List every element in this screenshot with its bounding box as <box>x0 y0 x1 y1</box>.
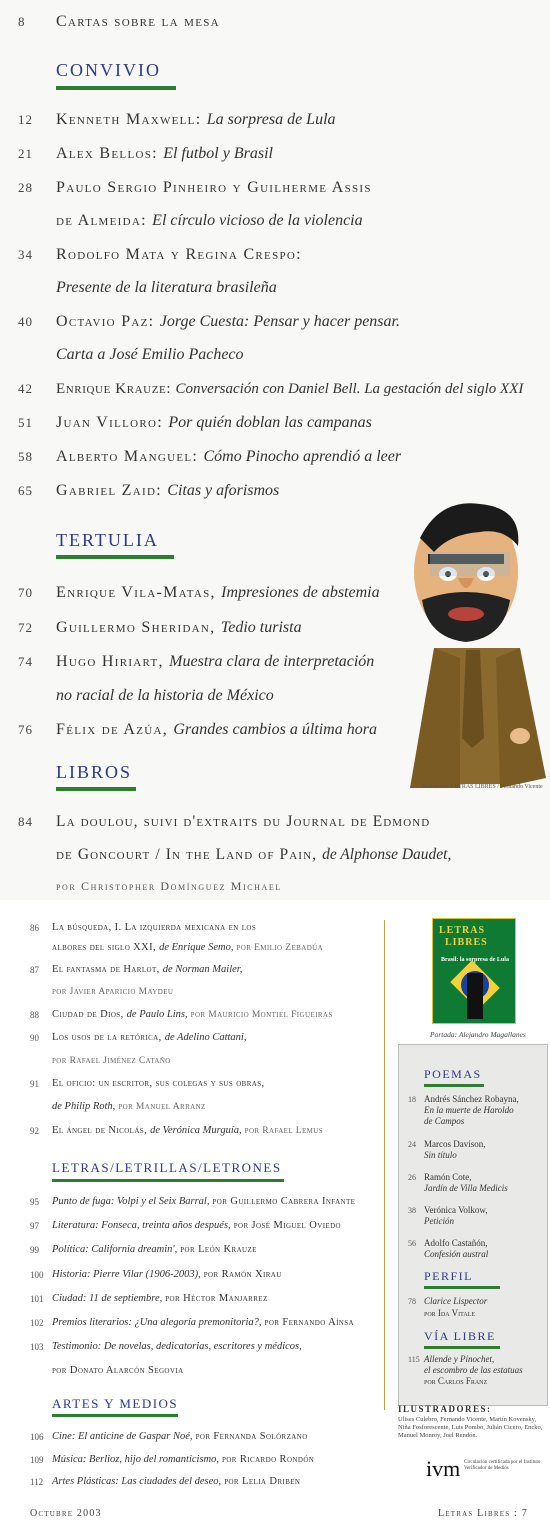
section-underline <box>52 1179 284 1182</box>
entry-byline: por Héctor Manjarrez <box>165 1293 268 1304</box>
entry-byline: por José Miguel Oviedo <box>233 1220 342 1231</box>
entry-byline: por Javier Aparicio Maydeu <box>52 987 174 997</box>
entry-author: Juan Villoro: <box>56 414 163 431</box>
page-number: 38 <box>408 1206 416 1215</box>
entry-title: Jorge Cuesta: Pensar y hacer pensar. <box>159 313 400 330</box>
entry-title: Los usos de la retórica, <box>52 1032 162 1043</box>
entry-title: El futbol y Brasil <box>163 145 273 162</box>
entry-title: Impresiones de abstemia <box>221 584 380 601</box>
entry-title: Citas y aforismos <box>167 482 280 499</box>
entry-title: Cómo Pinocho aprendió a leer <box>203 448 402 465</box>
entry-title: El ángel de Nicolás, <box>52 1125 148 1136</box>
ivm-wordmark: ivm <box>426 1456 461 1481</box>
entry-author: Octavio Paz: <box>56 313 155 330</box>
illustration-credit: Ilustración: LETRAS LIBRES / Fernando Vicente <box>422 784 543 790</box>
page-number: 12 <box>18 112 33 127</box>
entry-byline: por Manuel Arranz <box>118 1102 206 1112</box>
page-number: 72 <box>18 620 33 635</box>
entry-byline: por Donato Alarcón Segovia <box>52 1365 184 1376</box>
entry-title: Ciudad: 11 de septiembre, <box>52 1293 163 1304</box>
section-title-letras: LETRAS/LETRILLAS/LETRONES <box>52 1160 282 1175</box>
entry-title: Ciudad de Dios, <box>52 1009 124 1020</box>
entry-author: Rodolfo Mata y Regina Crespo: <box>56 246 302 263</box>
entry-byline: por Fernanda Solórzano <box>195 1431 308 1442</box>
entry-byline: por León Krauze <box>180 1244 257 1255</box>
page-number: 42 <box>18 381 33 396</box>
cover-logo-bottom: LIBRES <box>445 937 488 948</box>
column-divider <box>384 920 385 1410</box>
page-number: 102 <box>30 1318 44 1328</box>
entry-author: Félix de Azúa, <box>56 721 169 738</box>
entry-title: Premios literarios: ¿Una alegoría premonitoria?, <box>52 1317 262 1328</box>
page-number: 91 <box>30 1079 39 1089</box>
page-number: 92 <box>30 1126 39 1136</box>
poem-title-line: Sin título <box>424 1150 457 1160</box>
page-number: 90 <box>30 1033 39 1043</box>
entry-title: Grandes cambios a última hora <box>173 721 377 738</box>
entry-title: Por quién doblan las campanas <box>168 414 372 431</box>
section-underline <box>424 1084 484 1087</box>
entry-author: Alberto Manguel: <box>56 448 199 465</box>
poem-author: Marcos Davison, <box>424 1139 486 1149</box>
entry-author: Gabriel Zaid: <box>56 482 162 499</box>
section-underline <box>424 1286 500 1289</box>
page-number: 34 <box>18 247 33 262</box>
entry-author: Paulo Sergio Pinheiro y Guilherme Assis <box>56 179 372 196</box>
page-number: 28 <box>18 180 33 195</box>
section-underline <box>56 555 174 559</box>
header-title: Cartas sobre la mesa <box>56 13 220 30</box>
illustrators-heading: ILUSTRADORES: <box>398 1404 492 1414</box>
page-number: 24 <box>408 1140 416 1149</box>
entry-title: Cine: El anticine de Gaspar Noé, <box>52 1431 193 1442</box>
ivm-logo <box>426 1456 546 1482</box>
via-libre-title: Allende y Pinochet, <box>424 1354 495 1364</box>
section-title-convivio: CONVIVIO <box>56 60 161 80</box>
cover-headline: Brasil: la sorpresa de Lula <box>441 957 509 963</box>
entry-author: La doulou, suivi d'extraits du Journal de Edmond <box>56 813 431 830</box>
page-number: 103 <box>30 1342 44 1352</box>
section-title-artes: ARTES Y MEDIOS <box>52 1396 179 1411</box>
via-libre-title-line: el escombro de las estatuas <box>424 1365 523 1375</box>
entry-title: La búsqueda, I. La izquierda mexicana en los <box>52 922 257 933</box>
page-number: 99 <box>30 1245 39 1255</box>
page-number: 74 <box>18 654 33 669</box>
poem-author: Andrés Sánchez Robayna, <box>424 1094 519 1104</box>
page-number: 86 <box>30 923 39 933</box>
entry-title: Política: California dreamin', <box>52 1244 178 1255</box>
illustrators-list: Ulises Culebro, Fernando Vicente, Martín Kovensky, Niña Fosforescente, Luis Pombo, Julián Cicero, Encko, Manuel Monroy, Joel Rendón. <box>398 1416 543 1439</box>
entry-byline: por Ricardo Rondón <box>222 1454 315 1465</box>
page-number: 84 <box>18 814 33 829</box>
entry-title: de Alphonse Daudet, <box>322 846 452 863</box>
section-underline <box>56 86 176 90</box>
entry-author: Enrique Krauze: <box>56 381 172 397</box>
page-number: 65 <box>18 483 33 498</box>
page-number: 21 <box>18 146 33 161</box>
page-number: 88 <box>30 1010 39 1020</box>
section-title-poemas: POEMAS <box>424 1067 482 1081</box>
entry-author: Alex Bellos: <box>56 145 158 162</box>
section-title-perfil: PERFIL <box>424 1269 474 1283</box>
entry-byline: por Rafael Jiménez Cataño <box>52 1056 171 1066</box>
page-number: 115 <box>408 1355 420 1364</box>
entry-title: albores del siglo XXI, <box>52 942 157 953</box>
entry-author: Guillermo Sheridan, <box>56 619 216 636</box>
entry-author: de Paulo Lins, <box>126 1009 188 1020</box>
entry-title: Presente de la literatura brasileña <box>56 279 277 296</box>
entry-author: de Norman Mailer, <box>162 964 243 975</box>
entry-title: El círculo vicioso de la violencia <box>152 212 363 229</box>
page-number: 8 <box>18 14 26 29</box>
page-number: 109 <box>30 1455 44 1465</box>
page-number: 87 <box>30 965 39 975</box>
cover-figure <box>467 973 483 1019</box>
entry-author: Hugo Hiriart, <box>56 653 164 670</box>
entry-byline: por Lelia Driben <box>224 1476 301 1487</box>
page-number: 26 <box>408 1173 416 1182</box>
page-number: 100 <box>30 1270 44 1280</box>
page-number: 58 <box>18 449 33 464</box>
entry-title: Música: Berlioz, hijo del romanticismo, <box>52 1454 220 1465</box>
page-number: 97 <box>30 1221 39 1231</box>
poem-author: Adolfo Castañón, <box>424 1238 488 1248</box>
footer-date: Octubre 2003 <box>30 1508 102 1519</box>
entry-title: Conversación con Daniel Bell. La gestación del siglo XXI <box>175 381 524 397</box>
entry-byline: por Fernando Aínsa <box>264 1317 355 1328</box>
page-number: 70 <box>18 585 33 600</box>
section-title-libros: LIBROS <box>56 762 133 782</box>
entry-title: Artes Plásticas: Las ciudades del deseo, <box>52 1476 222 1487</box>
entry-author: de Adelino Cattani, <box>164 1032 247 1043</box>
poem-title-line: Petición <box>424 1216 454 1226</box>
entry-author: de Enrique Semo, <box>159 942 234 953</box>
page-number: 18 <box>408 1095 416 1104</box>
page-number: 56 <box>408 1239 416 1248</box>
entry-title: Historia: Pierre Vilar (1906-2003), <box>52 1269 201 1280</box>
entry-title: Literatura: Fonseca, treinta años después, <box>52 1220 231 1231</box>
entry-author: de Verónica Murguía, <box>150 1125 242 1136</box>
profile-title: Clarice Lispector <box>424 1296 488 1306</box>
page-number: 101 <box>30 1294 44 1304</box>
page-number: 40 <box>18 314 33 329</box>
poem-title-line: En la muerte de Haroldo <box>424 1105 514 1115</box>
entry-author: de Goncourt / In the Land of Pain, <box>56 846 318 863</box>
poem-author: Ramón Cote, <box>424 1172 472 1182</box>
entry-title: Carta a José Emilio Pacheco <box>56 346 244 363</box>
section-underline <box>424 1346 500 1349</box>
entry-byline: por Ramón Xirau <box>203 1269 282 1280</box>
entry-author: Enrique Vila-Matas, <box>56 584 216 601</box>
poem-title-line: de Campos <box>424 1116 465 1126</box>
footer-page: Letras Libres : 7 <box>438 1508 528 1519</box>
entry-byline: por Mauricio Montiel Figueiras <box>190 1010 333 1020</box>
entry-title: Testimonio: De novelas, dedicatorias, escritores y médicos, <box>52 1341 302 1352</box>
cover-logo-top: LETRAS <box>439 925 486 936</box>
entry-byline: por Rafael Lemus <box>244 1126 324 1136</box>
page-number: 76 <box>18 722 33 737</box>
entry-author: de Almeida: <box>56 212 147 229</box>
entry-author: de Philip Roth, <box>52 1101 116 1112</box>
section-underline <box>52 1414 178 1417</box>
entry-title: El fantasma de Harlot, <box>52 964 160 975</box>
entry-title: Punto de fuga: Volpi y el Seix Barral, <box>52 1196 210 1207</box>
profile-byline-text: por Ida Vitale <box>424 1308 476 1318</box>
section-title-tertulia: TERTULIA <box>56 530 159 550</box>
entry-author: Kenneth Maxwell: <box>56 111 202 128</box>
page-number: 95 <box>30 1197 39 1207</box>
via-libre-byline-text: por Carlos Franz <box>424 1376 488 1386</box>
cover-thumbnail[interactable] <box>432 918 516 1024</box>
entry-byline: por Emilio Zebadúa <box>236 943 324 953</box>
entry-title: La sorpresa de Lula <box>206 111 336 128</box>
poem-title-line: Confesión austral <box>424 1249 489 1259</box>
section-underline <box>56 787 136 791</box>
section-title-via-libre: VÍA LIBRE <box>424 1329 496 1343</box>
entry-byline: por Guillermo Cabrera Infante <box>212 1196 356 1207</box>
entry-title: El oficio: un escritor, sus colegas y sus obras, <box>52 1078 265 1089</box>
entry-title: Muestra clara de interpretación <box>169 653 375 670</box>
entry-byline: por Christopher Domínguez Michael <box>56 879 282 893</box>
cover-caption: Portada: Alejandro Magallanes <box>430 1030 526 1039</box>
entry-title: Tedio turista <box>220 619 302 636</box>
page-number: 112 <box>30 1477 44 1487</box>
page-number: 106 <box>30 1432 44 1442</box>
caricature-illustration <box>400 498 548 788</box>
poem-author: Verónica Volkow, <box>424 1205 488 1215</box>
poem-title-line: Jardín de Villa Medicis <box>424 1183 508 1193</box>
ivm-caption: Circulación certificada por el Instituto Verificador de Medios <box>464 1460 541 1471</box>
entry-title: no racial de la historia de México <box>56 687 274 704</box>
page-number: 51 <box>18 415 33 430</box>
page-number: 78 <box>408 1297 416 1306</box>
